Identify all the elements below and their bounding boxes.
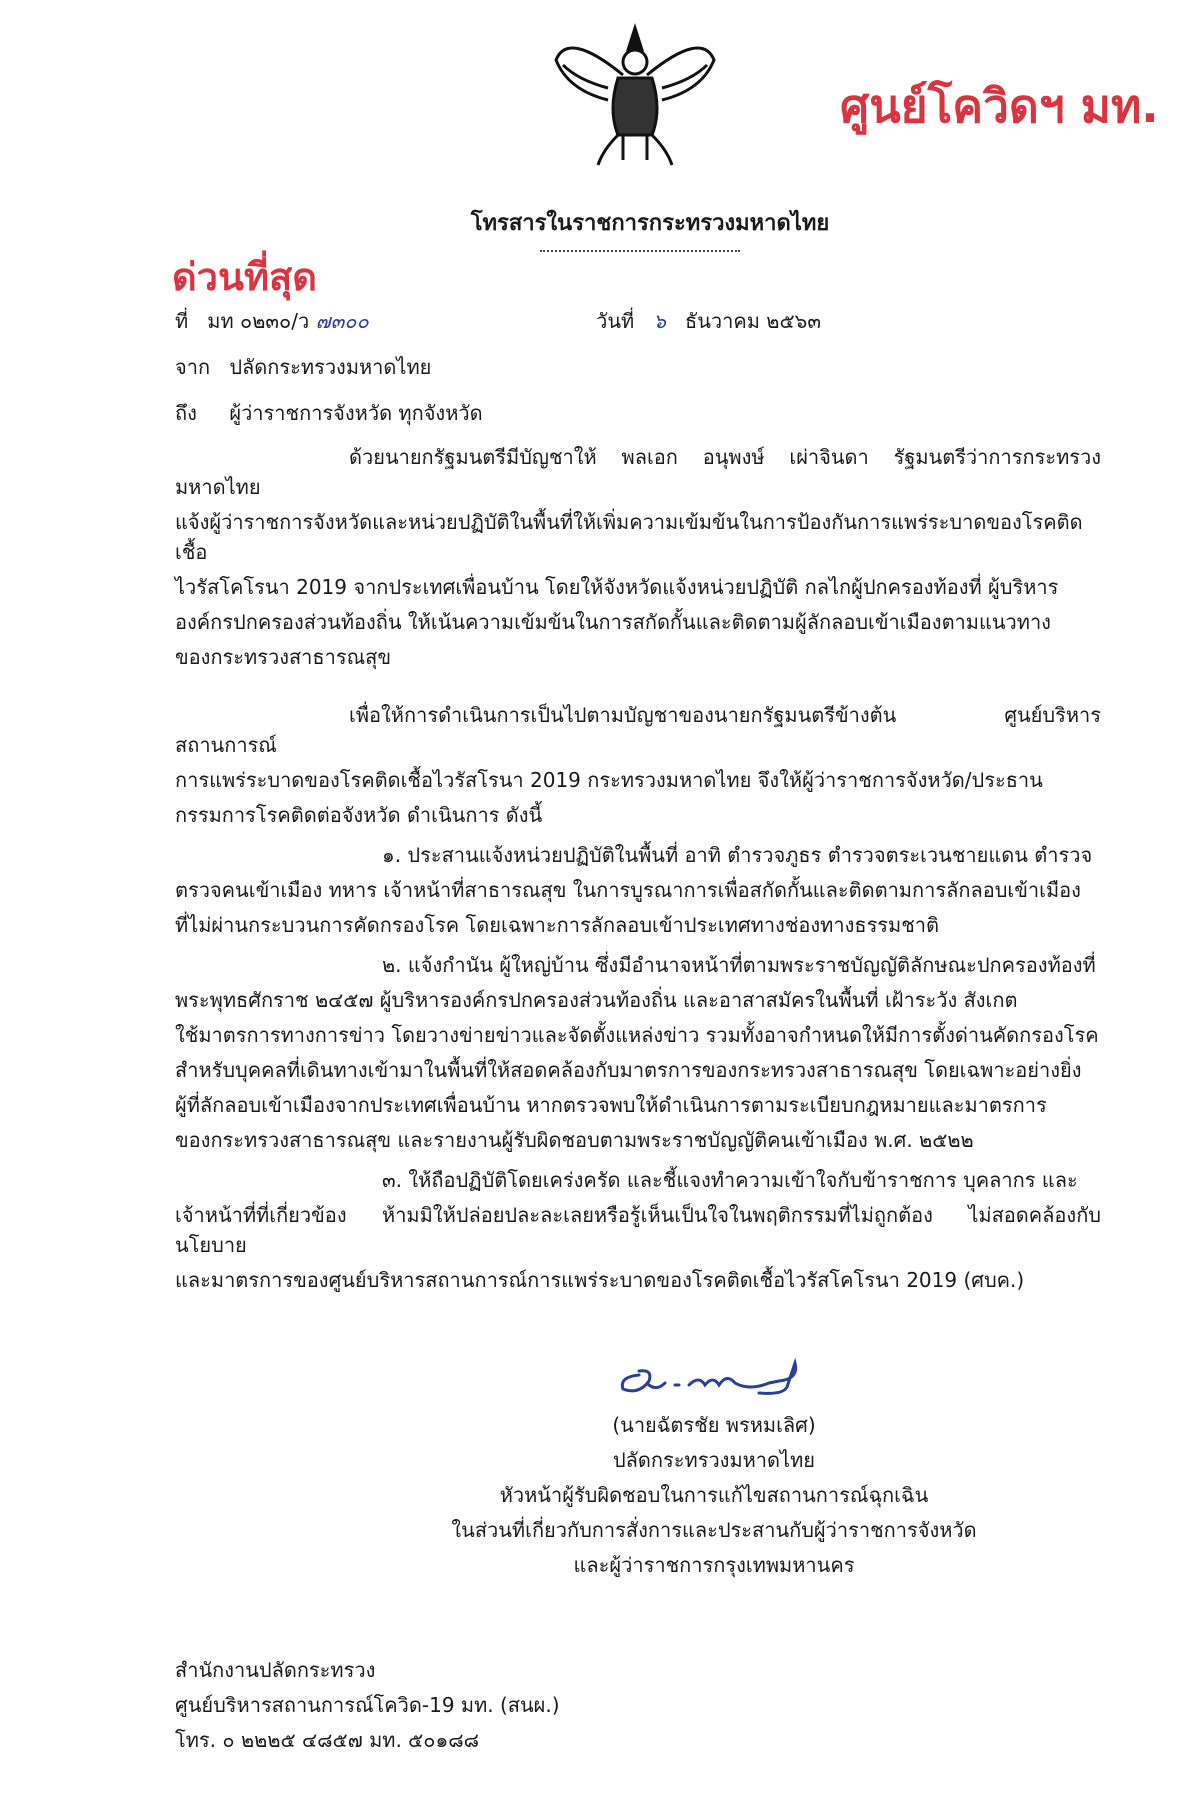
to-line bbox=[175, 398, 1101, 428]
paragraph2-line: กรรมการโรคติดต่อจังหวัด ดำเนินการ ดังนี้ bbox=[175, 803, 543, 827]
reference-date-row bbox=[175, 306, 1101, 336]
reference-line bbox=[175, 306, 369, 336]
item1-line: ๑. ประสานแจ้งหน่วยปฏิบัติในพื้นที่ อาทิ ตำรวจภูธร ตำรวจตระเวนชายแดน ตำรวจ bbox=[382, 843, 1093, 867]
to-value: ผู้ว่าราชการจังหวัด ทุกจังหวัด bbox=[229, 401, 483, 425]
paragraph1 bbox=[175, 442, 1101, 672]
to-label: ถึง bbox=[175, 401, 197, 425]
item2-line: ของกระทรวงสาธารณสุข และรายงานผู้รับผิดชอบตามพระราชบัญญัติคนเข้าเมือง พ.ศ. ๒๕๒๒ bbox=[175, 1128, 974, 1152]
item2-line: พระพุทธศักราช ๒๔๕๗ ผู้บริหารองค์กรปกครองส่วนท้องถิ่น และอาสาสมัครในพื้นที่ เฝ้าระวัง สังเกต bbox=[175, 988, 1018, 1012]
paragraph1-line: องค์กรปกครองส่วนท้องถิ่น ให้เน้นความเข้มข้นในการสกัดกั้นและติดตามผู้ลักลอบเข้าเมืองตามแนวทาง bbox=[175, 610, 1051, 634]
item2 bbox=[175, 950, 1101, 1155]
paragraph2-line: การแพร่ระบาดของโรคติดเชื้อไวรัสโรนา 2019 กระทรวงมหาดไทย จึงให้ผู้ว่าราชการจังหวัด/ประธาน bbox=[175, 768, 1043, 792]
signature-block bbox=[414, 1355, 1014, 1580]
paragraph1-line: ด้วยนายกรัฐมนตรีมีบัญชาให้ พลเอก อนุพงษ์ เผ่าจินดา รัฐมนตรีว่าการกระทรวงมหาดไทย bbox=[175, 445, 1101, 499]
item1-line: ที่ไม่ผ่านกระบวนการคัดกรองโรค โดยเฉพาะการลักลอบเข้าประเทศทางช่องทางธรรมชาติ bbox=[175, 913, 940, 937]
item3-line: เจ้าหน้าที่ที่เกี่ยวข้อง ห้ามมิให้ปล่อยปละละเลยหรือรู้เห็นเป็นใจในพฤติกรรมที่ไม่ถูกต้อง ไม่สอดคล้องกับนโยบาย bbox=[175, 1203, 1101, 1257]
signatory-role: ในส่วนที่เกี่ยวกับการสั่งการและประสานกับผู้ว่าราชการจังหวัด bbox=[451, 1518, 977, 1542]
from-label: จาก bbox=[175, 355, 211, 379]
item3-line: ๓. ให้ถือปฏิบัติโดยเคร่งครัด และชี้แจงทำความเข้าใจกับข้าราชการ บุคลากร และ bbox=[382, 1168, 1078, 1192]
item3-line: และมาตรการของศูนย์บริหารสถานการณ์การแพร่ระบาดของโรคติดเชื้อไวรัสโคโรนา 2019 (ศบค.) bbox=[175, 1268, 1025, 1292]
date-line bbox=[596, 306, 821, 336]
item2-line: ผู้ที่ลักลอบเข้าเมืองจากประเทศเพื่อนบ้าน หากตรวจพบให้ดำเนินการตามระเบียบกฎหมายและมาตรการ bbox=[175, 1093, 1047, 1117]
item1 bbox=[175, 840, 1101, 940]
paragraph2 bbox=[175, 700, 1101, 830]
item2-line: ๒. แจ้งกำนัน ผู้ใหญ่บ้าน ซึ่งมีอำนาจหน้าที่ตามพระราชบัญญัติลักษณะปกครองท้องที่ bbox=[382, 953, 1096, 977]
item2-line: สำหรับบุคคลที่เดินทางเข้ามาในพื้นที่ให้สอดคล้องกับมาตรการของกระทรวงสาธารณสุข โดยเฉพาะอย่างยิ่ง bbox=[175, 1058, 1082, 1082]
paragraph1-line: แจ้งผู้ว่าราชการจังหวัดและหน่วยปฏิบัติในพื้นที่ให้เพิ่มความเข้มข้นในการป้องกันการแพร่ระบาดของโรคติดเชื้อ bbox=[175, 510, 1083, 564]
footer bbox=[175, 1655, 1101, 1820]
handwritten-signature bbox=[609, 1355, 819, 1400]
urgency-label: ด่วนที่สุด bbox=[172, 255, 317, 299]
item3 bbox=[175, 1165, 1101, 1295]
item2-line: ใช้มาตรการทางการข่าว โดยวางข่ายข่าวและจัดตั้งแหล่งข่าว รวมทั้งอาจกำหนดให้มีการตั้งด่านคัดกรองโรค bbox=[175, 1023, 1099, 1047]
document-title: โทรสารในราชการกระทรวงมหาดไทย bbox=[470, 211, 830, 236]
date-month-year: ธันวาคม ๒๕๖๓ bbox=[685, 309, 821, 333]
from-line bbox=[175, 352, 1101, 382]
footer-center: ศูนย์บริหารสถานการณ์โควิด-19 มท. (สนผ.) bbox=[175, 1693, 560, 1717]
reference-handwritten-number: ๗๓๐๐ bbox=[315, 309, 369, 333]
reference-number: มท ๐๒๓๐/ว bbox=[207, 309, 310, 333]
signatory-role: หัวหน้าผู้รับผิดชอบในการแก้ไขสถานการณ์ฉุกเฉิน bbox=[499, 1483, 929, 1507]
signatory-position: ปลัดกระทรวงมหาดไทย bbox=[612, 1448, 815, 1472]
footer-phone: โทร. ๐ ๒๒๒๕ ๔๘๕๗ มท. ๕๐๑๘๘ bbox=[175, 1728, 480, 1752]
reference-label: ที่ bbox=[175, 309, 189, 333]
document-body bbox=[172, 0, 1101, 1820]
from-value: ปลัดกระทรวงมหาดไทย bbox=[229, 355, 432, 379]
signatory-role: และผู้ว่าราชการกรุงเทพมหานคร bbox=[573, 1553, 855, 1577]
paragraph1-line: ของกระทรวงสาธารณสุข bbox=[175, 645, 392, 669]
date-day: ๖ bbox=[653, 309, 666, 333]
paragraph2-line: เพื่อให้การดำเนินการเป็นไปตามบัญชาของนายกรัฐมนตรีข้างต้น ศูนย์บริหารสถานการณ์ bbox=[175, 703, 1101, 757]
signatory-name: (นายฉัตรชัย พรหมเลิศ) bbox=[612, 1413, 816, 1437]
covid-center-stamp: ศูนย์โควิดฯ มท. bbox=[840, 79, 1159, 133]
paragraph1-line: ไวรัสโคโรนา 2019 จากประเทศเพื่อนบ้าน โดยให้จังหวัดแจ้งหน่วยปฏิบัติ กลไกผู้ปกครองท้องที่ ผู้บริหาร bbox=[175, 575, 1059, 599]
date-label: วันที่ bbox=[596, 309, 635, 333]
item1-line: ตรวจคนเข้าเมือง ทหาร เจ้าหน้าที่สาธารณสุข ในการบูรณาการเพื่อสกัดกั้นและติดตามการลักลอบเข้าเมือง bbox=[175, 878, 1081, 902]
footer-office: สำนักงานปลัดกระทรวง bbox=[175, 1658, 376, 1682]
